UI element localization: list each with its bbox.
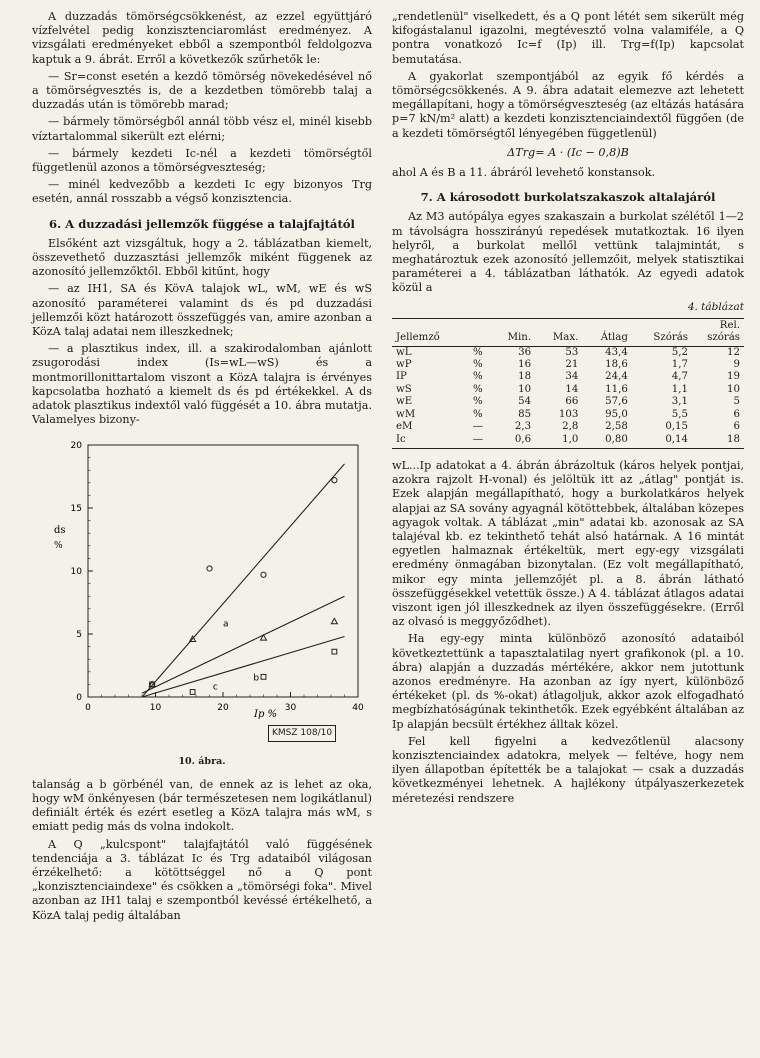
column-header: Szórás <box>632 318 692 346</box>
table-cell: 21 <box>565 359 579 371</box>
table-cell: % <box>473 371 483 383</box>
table-cell: 18 <box>692 434 744 449</box>
table-cell: 43,4 <box>605 346 628 358</box>
table-cell: % <box>473 408 483 420</box>
table-cell: 2,3 <box>514 421 532 433</box>
table-cell: 10 <box>727 383 740 395</box>
table-cell: 12 <box>727 346 740 358</box>
table-cell: wE <box>396 396 413 408</box>
table-cell: wS <box>396 383 412 395</box>
table-cell: 5,2 <box>671 346 688 358</box>
x-tick-label: 40 <box>352 703 364 714</box>
table-4 <box>392 318 744 449</box>
table-cell: 3,1 <box>671 396 688 408</box>
column-header: Max. <box>535 318 582 346</box>
table-cell: % <box>473 346 483 358</box>
section-heading-7: 7. A károsodott burkolatszakaszok altalajáról <box>420 190 716 205</box>
column-header: Átlag <box>582 318 632 346</box>
table-row <box>392 409 744 421</box>
column-header: Min. <box>491 318 535 346</box>
y-tick-label: 5 <box>76 630 82 641</box>
table-cell: 66 <box>565 396 579 408</box>
x-tick-label: 10 <box>149 703 162 714</box>
table-cell: eM <box>396 421 413 433</box>
table-cell: 1,7 <box>671 359 688 371</box>
bullet: — minél kedvezőbb a kezdeti Ic egy bizonyos Trg esetén, annál rosszabb a végső konzisztencia. <box>32 178 372 206</box>
data-point-circle <box>261 573 266 578</box>
data-point-square <box>332 650 337 655</box>
bullet: — az IH1, SA és KövA talajok wL, wM, wE és wS azonosító paraméterei valamint ds és pd duzzadási jellemzői közt határozott összefüggés van, amire azonban a KözA talaj adatai nem illeszkednek; <box>32 282 372 339</box>
column-header: Rel. szórás <box>692 318 744 346</box>
data-point-circle <box>207 566 212 571</box>
table-cell: 4,7 <box>671 371 688 383</box>
table-cell: wM <box>396 408 416 420</box>
table-cell: 0,80 <box>582 434 632 449</box>
table-cell: 53 <box>565 346 579 358</box>
right-column <box>392 10 744 809</box>
table-cell: 10 <box>518 383 532 395</box>
table-cell: Ic <box>392 434 465 449</box>
y-tick-label: 20 <box>70 441 82 452</box>
table-cell: 18 <box>518 371 532 383</box>
table-cell: — <box>472 421 483 433</box>
table-cell: 54 <box>518 396 532 408</box>
table-cell: IP <box>396 371 407 383</box>
table-cell: 19 <box>727 371 740 383</box>
ds-vs-ip-chart <box>32 435 372 753</box>
column-header <box>465 318 491 346</box>
paragraph: Ha egy-egy minta különböző azonosító adataiból következtettünk a tapasztalatilag nyert grafikonok (pl. a 10. ábra) alapján a duzzadás mértékére, akkor nem jutottunk azonos eredményre. Ha azonban az így nyert, különböző értékeket (pl. ds %-okat) átlagoljuk, akkor azok elfogadható megbízhatóságúnak tekinthetők. Ezek egyébként általában az Ip alapján becsült értékhez álltak közel. <box>392 632 744 731</box>
table-cell: 2,58 <box>605 421 628 433</box>
y-tick-label: 10 <box>70 567 82 578</box>
paragraph: wL...Ip adatokat a 4. ábrán ábrázoltuk (káros helyek pontjai, azokra rajzolt H-vonal) és jelöltük itt az „átlag" pontját is. Ezek alapján megállapítható, hogy a burkolatkáros helyek alapjai az SA sovány agyagnál kötöttebbek, általában közepes agyagok voltak. A táblázat „min" adatai kb. azonosak az SA talajéval kb. ez tekinthető tehát alsó határnak. A 16 mintát egyetlen halmaznak értékeltük, mert egy-egy vizsgálati eredmény önmagában bizonytalan. (Ez volt megállapítható, mikor egy minta jellemzőjét pl. a 8. ábrán látható összefüggésekkel vetettük össze.) A 4. táblázat átlagos adatai viszont igen jól illeszkednek az ilyen összefüggésekre. (Erről az olvasó is meggyőződhet). <box>392 458 744 629</box>
table-cell: % <box>473 383 483 395</box>
table-cell: 34 <box>565 371 579 383</box>
x-tick-label: 20 <box>217 703 229 714</box>
table-cell: 2,8 <box>562 421 579 433</box>
table-cell: % <box>473 396 483 408</box>
section-heading-6: 6. A duzzadási jellemzők függése a talajfajtától <box>49 216 355 231</box>
data-point-square <box>261 675 266 680</box>
paragraph: Fel kell figyelni a kedvezőtlenül alacsony konzisztenciaindex adatokra, melyek — feltéve, hogy nem ilyen állapotban építették be a talajokat — csak a duzzadás következményei lehetnek. A hajlékony útpályaszerkezetek méretezési rendszere <box>392 734 744 805</box>
table-cell: 24,4 <box>605 371 628 383</box>
paragraph: ahol A és B a 11. ábráról levehető konstansok. <box>392 166 656 180</box>
table-row <box>392 421 744 433</box>
table-cell: 0,6 <box>491 434 535 449</box>
table-cell: 103 <box>558 408 579 420</box>
paragraph: A duzzadás tömörségcsökkenést, az ezzel együttjáró vízfelvétel pedig konzisztenciaromlást eredményez. A vizsgálati eredményeket ebből a szempontból feldolgozva kaptuk a 9. ábrát. Erről a következők szűrhetők le: <box>32 10 372 66</box>
table-cell: wP <box>396 359 412 371</box>
curve-label: a <box>223 619 229 630</box>
paragraph: „rendetlenül" viselkedett, és a Q pont létét sem sikerült még kifogástalanul igazolni, megtévesztő volna valamiféle, a Q pontra vonatkozó Ic=f (Ip) ill. Trg=f(Ip) kapcsolat bemutatása. <box>392 10 744 66</box>
table-cell: 0,14 <box>632 434 692 449</box>
series-line <box>142 637 345 697</box>
table-cell: — <box>465 434 491 449</box>
table-cell: 36 <box>518 346 532 358</box>
table-cell: 1,1 <box>671 383 688 395</box>
table-cell: 6 <box>733 421 740 433</box>
bullet: — a plasztikus index, ill. a szakirodalomban ajánlott zsugorodási index (Is=wL—wS) és a montmorillonittartalom viszont a KözA talajra is érvényes kapcsolatba hozható a kiemelt ds és pd értékekkel. A ds adatok plasztikus indextől való függését a 10. ábra mutatja. Valamelyes bizony- <box>32 342 372 427</box>
table-cell: 6 <box>733 408 740 420</box>
table-cell: 11,6 <box>605 383 628 395</box>
table-row <box>392 359 744 371</box>
table-row <box>392 434 744 449</box>
y-axis-unit: % <box>54 541 63 552</box>
table-cell: 9 <box>733 359 740 371</box>
y-axis-label: ds <box>54 525 66 537</box>
x-tick-label: 30 <box>284 703 297 714</box>
curve-label: b <box>253 674 260 685</box>
figure-code-badge: KMSZ 108/10 <box>268 725 336 741</box>
table-cell: % <box>473 359 483 371</box>
bullet: — bármely kezdeti Ic-nél a kezdeti tömörségtől függetlenül azonos a tömörségveszteség; <box>32 146 372 175</box>
data-point-square <box>190 690 195 695</box>
table-cell: 0,15 <box>665 421 688 433</box>
table-row <box>392 396 744 408</box>
bullet: — bármely tömörségből annál több vész el, minél kisebb víztartalommal sikerült ezt elérni; <box>32 115 372 143</box>
y-tick-label: 0 <box>76 693 82 704</box>
left-column <box>32 10 372 926</box>
table-cell: 5 <box>733 396 740 408</box>
formula: ΔTrg= A · (Ic − 0,8)B <box>507 145 629 159</box>
table-cell: 5,5 <box>671 408 688 420</box>
table-caption: 4. táblázat <box>687 300 744 313</box>
data-point-triangle <box>331 619 337 624</box>
table-row <box>392 384 744 396</box>
paragraph: Az M3 autópálya egyes szakaszain a burkolat szélétől 1—2 m távolságra hosszirányú repedések mutatkoztak. 16 ilyen helyről, a burkolat mellől vettünk talajmintát, s meghatároztuk ezek azonosító jellemzőit, melyek statisztikai paraméterei a 4. táblázatban láthatók. Az egyedi adatok közül a <box>392 210 744 295</box>
table-cell: 14 <box>565 383 579 395</box>
table-row <box>392 371 744 383</box>
x-axis-label: Ip % <box>254 709 278 721</box>
y-tick-label: 15 <box>70 504 82 515</box>
paragraph: A gyakorlat szempontjából az egyik fő kérdés a tömörségcsökkenés. A 9. ábra adatait elemezve azt lehetett megállapítani, hogy a tömörségveszteség (az eltázás hatására p=7 kN/m² alatt) a kezdeti konzisztenciaindextől függően (de a kezdeti tömörségtől lényegében függetlenül) <box>392 69 744 140</box>
table-cell: 18,6 <box>605 359 628 371</box>
paragraph: talanság a b görbénél van, de ennek az is lehet az oka, hogy wM önkényesen (bár természetesen nem logikátlanul) definiált érték és ezért esetleg a KözA talajra más wM, s emiatt pedig más ds volna indokolt. <box>32 777 372 834</box>
x-tick-label: 0 <box>85 703 91 714</box>
column-header: Jellemző <box>392 318 465 346</box>
data-point-circle <box>332 478 337 483</box>
paragraph: Elsőként azt vizsgáltuk, hogy a 2. táblázatban kiemelt, összevethető duzzasztási jellemzők miként függenek az azonosító jellemzőktől. Ebből kitűnt, hogy <box>32 236 372 279</box>
figure-10 <box>32 435 372 753</box>
table-header-row <box>392 318 744 346</box>
curve-label: c <box>212 682 218 693</box>
table-cell: wL <box>396 346 412 358</box>
table-cell: 16 <box>518 359 532 371</box>
table-cell: 95,0 <box>605 408 628 420</box>
series-line <box>142 597 345 694</box>
table-row <box>392 346 744 359</box>
table-cell: 57,6 <box>605 396 628 408</box>
series-line <box>142 464 345 697</box>
bullet: — Sr=const esetén a kezdő tömörség növekedésével nő a tömörségvesztés is, de a kezdetben tömörebb talaj a duzzadás után is tömörebb marad; <box>32 69 372 112</box>
plot-frame <box>88 445 358 697</box>
paragraph: A Q „kulcspont" talajfajtától való függésének tendenciája a 3. táblázat Ic és Trg adataiból világosan érzékelhető: a kötöttséggel nő a Q pont „konzisztenciaindexe" és csökken a „tömörségi foka". Mivel azonban az IH1 talaj e szempontból kevéssé értékelhető, a KözA talaj pedig általában <box>32 837 372 922</box>
table-cell: 1,0 <box>535 434 582 449</box>
figure-caption: 10. ábra. <box>178 756 226 768</box>
table-cell: 85 <box>518 408 532 420</box>
